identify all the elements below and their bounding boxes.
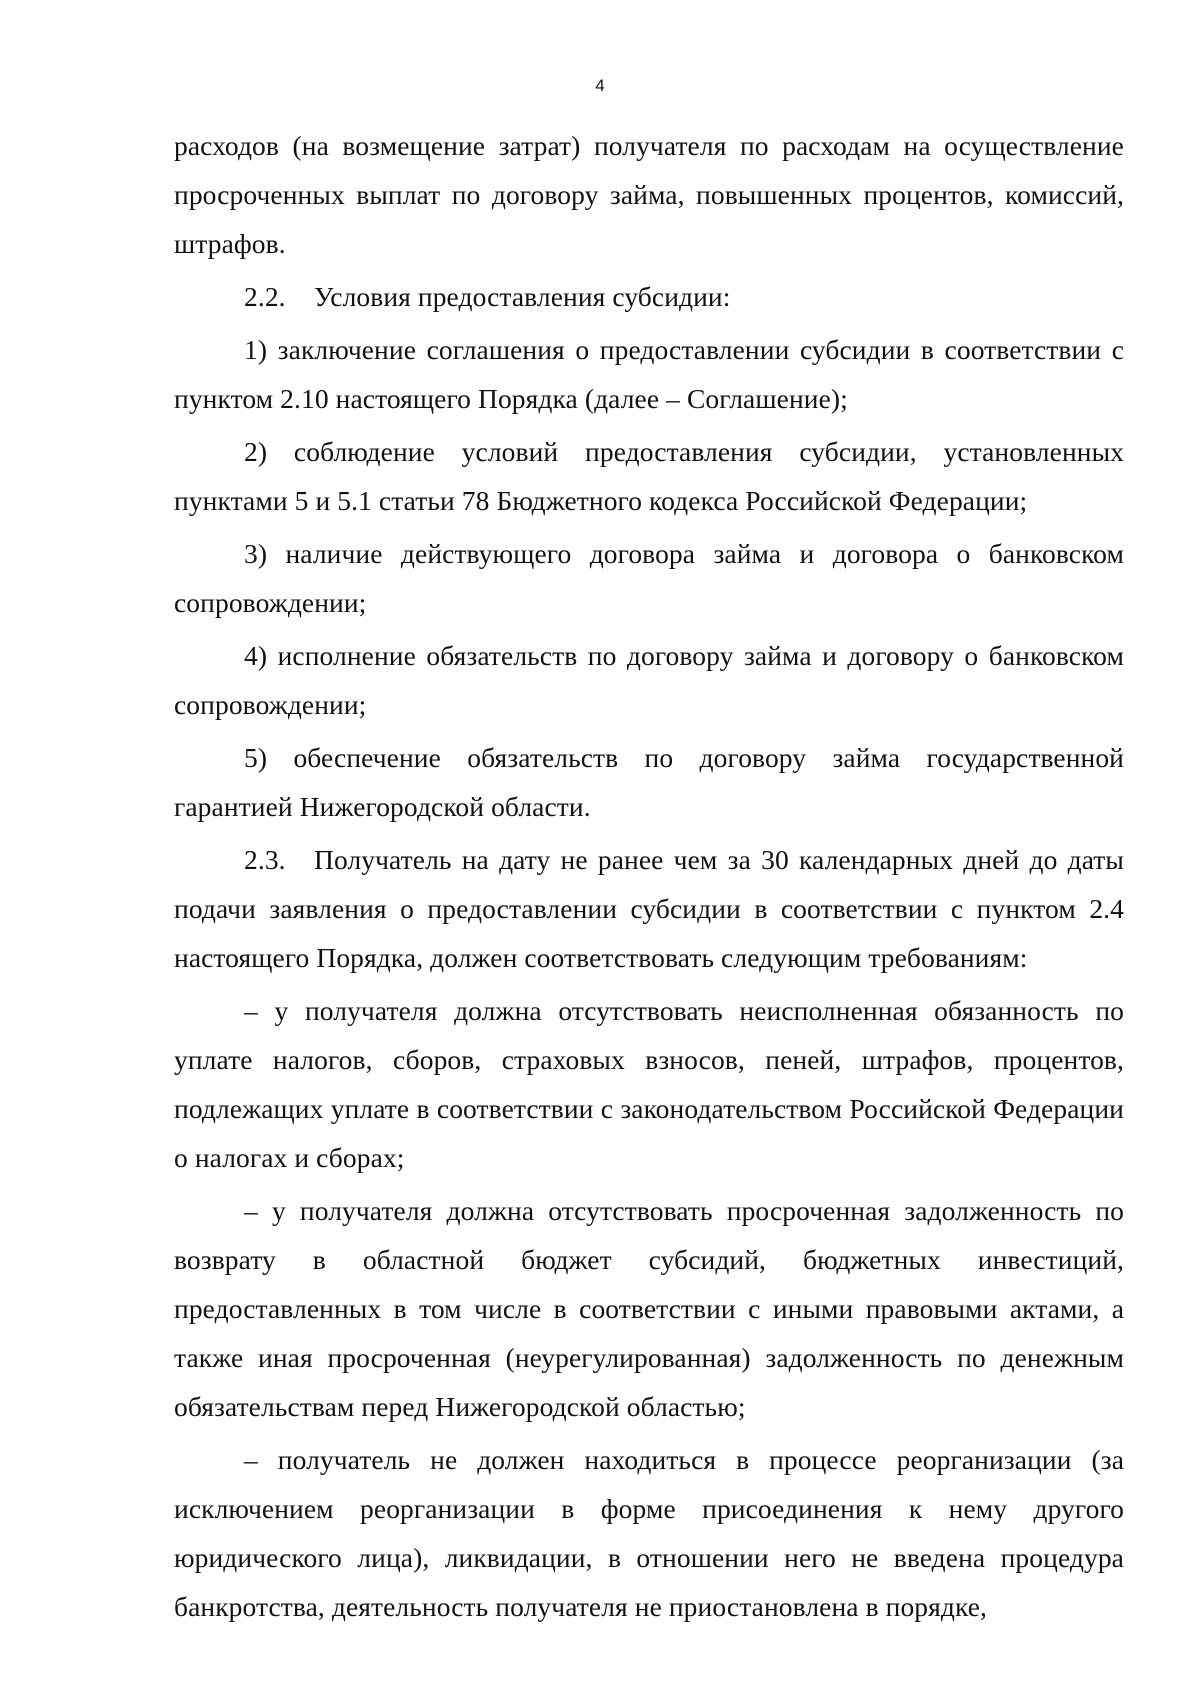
requirement-item-2: – у получателя должна отсутствовать просроченная задолженность по возврату в областной бюджет субсидий, бюджетных инвестиций, предоставленных в том числе в соответствии с иными правовыми актами, а также иная просроченная (неурегулированная) задолженность по денежным обязательствам перед Нижегородской областью; bbox=[174, 1195, 1124, 1422]
requirement-item-1: – у получателя должна отсутствовать неисполненная обязанность по уплате налогов, сборов, страховых взносов, пеней, штрафов, процентов, подлежащих уплате в соответствии с законодательством Российской Федерации о налогах и сборах; bbox=[174, 995, 1124, 1173]
condition-item-1: 1) заключение соглашения о предоставлении субсидии в соответствии с пунктом 2.10 настоящего Порядка (далее – Соглашение); bbox=[174, 334, 1124, 414]
condition-item-4: 4) исполнение обязательств по договору займа и договору о банковском сопровождении; bbox=[174, 640, 1124, 720]
page-number: 4 bbox=[595, 76, 605, 95]
section-number-2-3: 2.3. bbox=[244, 844, 286, 875]
condition-item-2: 2) соблюдение условий предоставления субсидии, установленных пунктами 5 и 5.1 статьи 78 Бюджетного кодекса Российской Федерации; bbox=[174, 436, 1124, 516]
condition-item-5: 5) обеспечение обязательств по договору займа государственной гарантией Нижегородской области. bbox=[174, 742, 1124, 822]
section-2-3-paragraph bbox=[174, 835, 1124, 982]
document-body bbox=[174, 121, 1124, 1635]
section-number-2-2: 2.2. bbox=[244, 281, 286, 312]
requirement-item-3: – получатель не должен находиться в процессе реорганизации (за исключением реорганизации в форме присоединения к нему другого юридического лица), ликвидации, в отношении него не введена процедура банкротства, деятельность получателя не приостановлена в порядке, bbox=[174, 1444, 1124, 1622]
paragraph-continuation: расходов (на возмещение затрат) получателя по расходам на осуществление просроченных выплат по договору займа, повышенных процентов, комиссий, штрафов. bbox=[174, 130, 1124, 259]
condition-item-3: 3) наличие действующего договора займа и договора о банковском сопровождении; bbox=[174, 538, 1124, 618]
section-2-2-heading bbox=[174, 272, 1124, 321]
section-2-2-text: Условия предоставления субсидии: bbox=[314, 281, 731, 312]
section-2-3-text: Получатель на дату не ранее чем за 30 календарных дней до даты подачи заявления о предоставлении субсидии в соответствии с пунктом 2.4 настоящего Порядка, должен соответствовать следующим требованиям: bbox=[174, 844, 1124, 973]
